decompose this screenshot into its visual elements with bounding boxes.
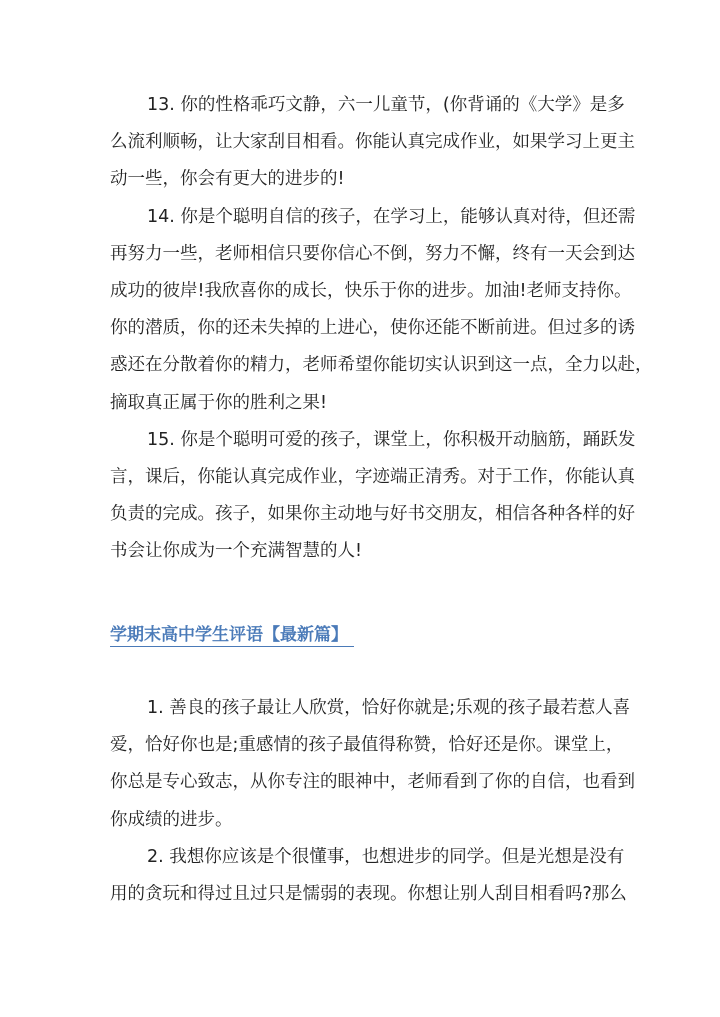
paragraph-line: 2. 我想你应该是个很懂事，也想进步的同学。但是光想是没有: [147, 846, 625, 867]
paragraph-line: 言，课后，你能认真完成作业，字迹端正清秀。对于工作，你能认真: [110, 467, 635, 487]
paragraph-line: 14. 你是个聪明自信的孩子，在学习上，能够认真对待，但还需: [147, 206, 636, 227]
paragraph-line: 再努力一些，老师相信只要你信心不倒，努力不懈，终有一天会到达: [110, 243, 635, 264]
paragraph-line: 你总是专心致志，从你专注的眼神中，老师看到了你的自信，也看到: [110, 772, 635, 793]
paragraph-line: 负责的完成。孩子，如果你主动地与好书交朋友，相信各种各样的好: [110, 504, 635, 525]
paragraph-line: 1. 善良的孩子最让人欣赏，恰好你就是;乐观的孩子最若惹人喜: [147, 698, 631, 718]
paragraph-line: 惑还在分散着你的精力，老师希望你能切实认识到这一点，全力以赴，: [110, 355, 653, 376]
paragraph-line: 15. 你是个聪明可爱的孩子，课堂上，你积极开动脑筋，踊跃发: [147, 429, 636, 450]
paragraph-line: 成功的彼岸!我欣喜你的成长，快乐于你的进步。加油!老师支持你。: [110, 281, 632, 301]
paragraph-line: 么流利顺畅，让大家刮目相看。你能认真完成作业，如果学习上更主: [110, 132, 635, 153]
paragraph-line: 爱，恰好你也是;重感情的孩子最值得称赞，恰好还是你。课堂上，: [110, 735, 624, 756]
paragraph-line: 动一些，你会有更大的进步的!: [110, 169, 345, 190]
paragraph-line: 你成绩的进步。: [110, 809, 233, 830]
paragraph-line: 摘取真正属于你的胜利之果!: [110, 392, 328, 413]
paragraph-line: 你的潜质，你的还未失掉的上进心，使你还能不断前进。但过多的诱: [110, 318, 635, 339]
paragraph-line: 13. 你的性格乖巧文静，六一儿童节，(你背诵的《大学》是多: [147, 95, 625, 115]
paragraph-line: 用的贪玩和得过且过只是懦弱的表现。你想让别人刮目相看吗?那么: [110, 884, 627, 904]
section-heading-link[interactable]: 学期末高中学生评语【最新篇】: [110, 624, 354, 647]
paragraph-line: 书会让你成为一个充满智慧的人!: [110, 541, 363, 562]
